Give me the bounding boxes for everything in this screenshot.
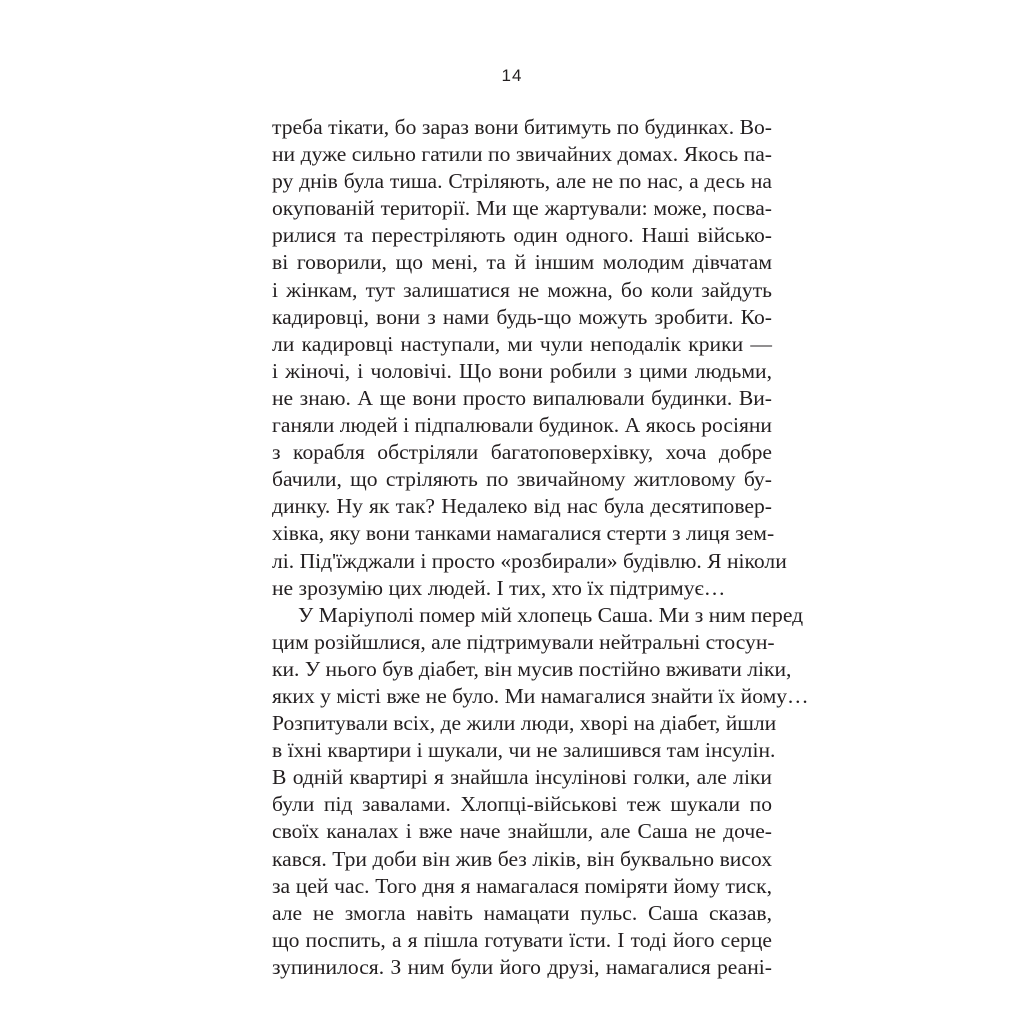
text-line: хівка, яку вони танками намагалися стерти з лиця зем- [272, 521, 775, 546]
text-line: бачили, що стріляють по звичайному житловому бу- [272, 467, 772, 492]
body-text [272, 114, 809, 981]
text-line: ни дуже сильно гатили по звичайних домах. Якось па- [272, 142, 772, 167]
paragraph [272, 114, 787, 602]
page-number: 14 [501, 66, 523, 85]
text-line: яких у місті вже не було. Ми намагалися знайти їх йому… [272, 683, 809, 708]
text-line: за цей час. Того дня я намагалася поміряти йому тиск, [272, 873, 772, 898]
text-line: ві говорили, що мені, та й іншим молодим дівчатам [272, 250, 772, 275]
text-line: Розпитували всіх, де жили люди, хворі на діабет, йшли [272, 711, 777, 736]
text-line: були під завалами. Хлопці-військові теж шукали по [272, 792, 772, 817]
text-line: кався. Три доби він жив без ліків, він буквально висох [272, 846, 772, 871]
text-line: не зрозумію цих людей. І тих, хто їх підтримує… [272, 575, 726, 600]
text-line: ганяли людей і підпалювали будинок. А якось росіяни [272, 413, 772, 438]
text-line: не знаю. А ще вони просто випалювали будинки. Ви- [272, 385, 772, 410]
text-line: рилися та перестріляють один одного. Наші військо- [272, 223, 772, 248]
text-line: в їхні квартири і шукали, чи не залишився там інсулін. [272, 738, 776, 763]
text-line: ки. У нього був діабет, він мусив постійно вживати ліки, [272, 656, 792, 681]
text-line: і жінкам, тут залишатися не можна, бо коли зайдуть [272, 277, 772, 302]
text-line: цим розійшлися, але підтримували нейтральні стосун- [272, 629, 775, 654]
text-line: але не змогла навіть намацати пульс. Саша сказав, [272, 900, 772, 925]
text-line: зупинилося. З ним були його друзі, намагалися реані- [272, 954, 772, 979]
text-line: У Маріуполі помер мій хлопець Саша. Ми з ним перед [298, 602, 804, 627]
text-line: В одній квартирі я знайшла інсулінові голки, але ліки [272, 765, 772, 790]
text-line: з корабля обстріляли багатоповерхівку, хоча добре [272, 440, 772, 465]
paragraph [272, 602, 809, 981]
text-line: своїх каналах і вже наче знайшли, але Саша не доче- [272, 819, 772, 844]
text-line: кадировці, вони з нами будь-що можуть зробити. Ко- [272, 304, 772, 329]
text-line: лі. Під'їжджали і просто «розбирали» будівлю. Я ніколи [272, 548, 787, 573]
text-line: ру днів була тиша. Стріляють, але не по нас, а десь на [272, 169, 772, 194]
text-line: ли кадировці наступали, ми чули неподалік крики — [272, 331, 772, 356]
text-line: динку. Ну як так? Недалеко від нас була десятиповер- [272, 494, 772, 519]
text-line: і жіночі, і чоловічі. Що вони робили з цими людьми, [272, 358, 772, 383]
text-line: окупованій території. Ми ще жартували: може, посва- [272, 196, 772, 221]
text-line: треба тікати, бо зараз вони битимуть по будинках. Во- [272, 115, 772, 139]
text-line: що поспить, а я пішла готувати їсти. І тоді його серце [272, 927, 772, 952]
